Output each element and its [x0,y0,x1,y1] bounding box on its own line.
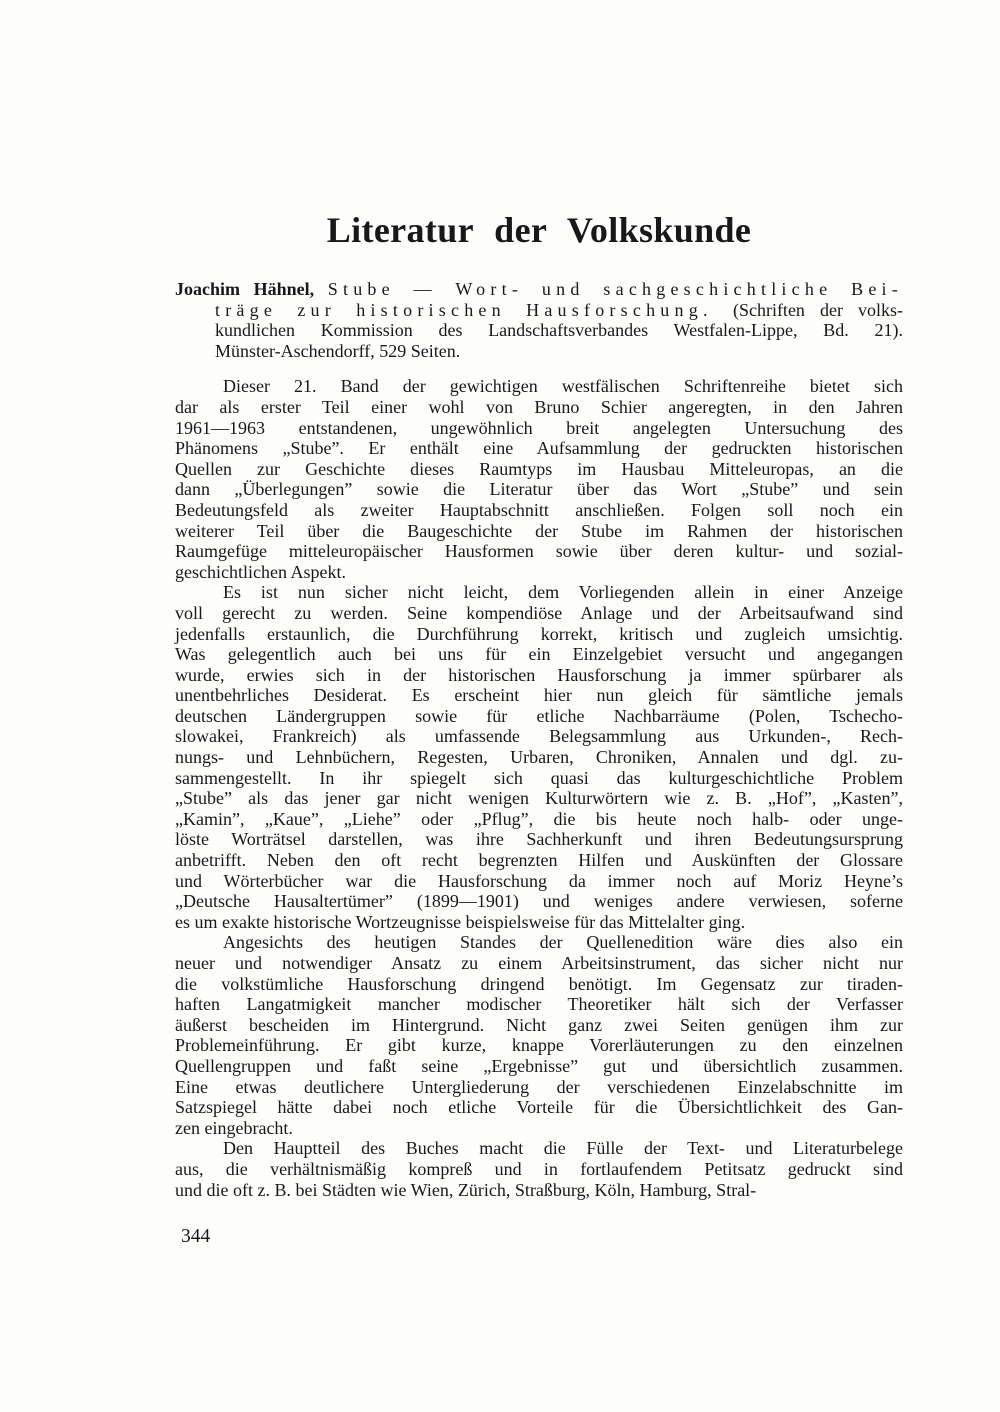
text-line: Dieser 21. Band der gewichtigen westfälischen Schriftenreihe bietet sich [223,376,903,397]
reference-line [175,341,903,362]
text-line: „Kamin”, „Kaue”, „Liehe” oder „Pflug”, die bis heute noch halb- oder unge- [175,808,903,829]
text-line: die volkstümliche Hausforschung dringend benötigt. Im Gegensatz zur tiraden- [175,973,903,994]
text-line: Quellen zur Geschichte dieses Raumtyps im Hausbau Mitteleuropas, an die [175,458,903,479]
text-line: „Stube” als das jener gar nicht wenigen Kulturwörtern wie z. B. „Hof”, „Kasten”, [175,788,903,809]
text-line: slowakei, Frankreich) als umfassende Belegsammlung aus Urkunden-, Rech- [175,726,903,747]
text-line: Problemeinführung. Er gibt kurze, knappe Vorerläuterungen zu den einzelnen [175,1035,903,1056]
text-line: 1961—1963 entstandenen, ungewöhnlich breit angelegten Untersuchung des [175,417,903,438]
text-line: löste Worträtsel darstellen, was ihre Sachherkunft und ihren Bedeutungsursprung [175,829,903,850]
review-body [175,376,903,1200]
page-number: 344 [181,1226,211,1248]
reference-line [175,300,903,321]
text-line: Was gelegentlich auch bei uns für ein Einzelgebiet versucht und angegangen [175,644,903,665]
text-line: voll gerecht zu werden. Seine kompendiöse Anlage und der Arbeitsaufwand sind [175,602,903,623]
text-line: äußerst bescheiden im Hintergrund. Nicht ganz zwei Seiten genügen ihm zur [175,1014,903,1035]
text-line: es um exakte historische Wortzeugnisse beispielsweise für das Mittelalter ging. [175,911,746,932]
text-line: zen eingebracht. [175,1117,293,1138]
text-line: dann „Überlegungen” sowie die Literatur über das Wort „Stube” und sein [175,479,903,500]
reference-segment-bold: Joachim Hähnel, [175,279,328,299]
text-line: aus, die verhältnismäßig kompreß und in fortlaufendem Petitsatz gedruckt sind [175,1158,903,1179]
paragraph [175,582,903,932]
bibliographic-reference [175,279,903,361]
text-line: weiterer Teil über die Baugeschichte der Stube im Rahmen der historischen [175,520,903,541]
text-line: und Wörterbücher war die Hausforschung da immer noch auf Moriz Heyne’s [175,870,903,891]
text-line: Bedeutungsfeld als zweiter Hauptabschnitt anschließen. Folgen soll noch ein [175,499,903,520]
text-line: Eine etwas deutlichere Untergliederung der verschiedenen Einzelabschnitte im [175,1076,903,1097]
text-line: dar als erster Teil einer wohl von Bruno Schier angeregten, in den Jahren [175,396,903,417]
text-line: wurde, erwies sich in der historischen Hausforschung ja immer spürbarer als [175,664,903,685]
paragraph [175,376,903,582]
text-column [175,212,903,1200]
reference-segment-plain: Münster-Aschendorff, 529 Seiten. [215,340,461,361]
text-line: geschichtlichen Aspekt. [175,561,346,582]
reference-segment-spaced: Stube — Wort- und sachgeschichtliche Bei- [327,279,903,299]
paragraph [175,932,903,1138]
text-line: „Deutsche Hausaltertümer” (1899—1901) und weniges andere verwiesen, soferne [175,891,903,912]
text-line: neuer und notwendiger Ansatz zu einem Arbeitsinstrument, das sicher nicht nur [175,953,903,973]
reference-segment-plain: (Schriften der volks- [732,299,903,320]
text-line: und die oft z. B. bei Städten wie Wien, Zürich, Straßburg, Köln, Hamburg, Stral- [175,1179,757,1200]
reference-line [175,279,903,300]
text-line: sammengestellt. In ihr spiegelt sich quasi das kulturgeschichtliche Problem [175,767,903,788]
reference-segment-spaced: träge zur historischen Hausforschung. [215,299,733,320]
text-line: Es ist nun sicher nicht leicht, dem Vorliegenden allein in einer Anzeige [223,582,903,603]
text-line: Quellengruppen und faßt seine „Ergebnisse” gut und übersichtlich zusammen. [175,1055,903,1076]
paragraph [175,1138,903,1200]
text-line: haften Langatmigkeit mancher modischer Theoretiker hält sich der Verfasser [175,994,903,1015]
text-line: Phänomens „Stube”. Er enthält eine Aufsammlung der gedruckten historischen [175,438,903,459]
reference-line [175,320,903,341]
text-line: Raumgefüge mitteleuropäischer Hausformen sowie über deren kultur- und sozial- [175,541,903,562]
text-line: Angesichts des heutigen Standes der Quellenedition wäre dies also ein [223,932,903,953]
text-line: Den Hauptteil des Buches macht die Fülle der Text- und Literaturbelege [223,1138,903,1159]
text-line: jedenfalls erstaunlich, die Durchführung korrekt, kritisch und zugleich umsichtig. [175,623,903,644]
text-line: anbetrifft. Neben den oft recht begrenzten Hilfen und Auskünften der Glossare [175,850,903,871]
reference-segment-plain: kundlichen Kommission des Landschaftsverbandes Westfalen-Lippe, Bd. 21). [215,320,903,341]
text-line: unentbehrliches Desiderat. Es erscheint hier nun gleich für sämtliche jemals [175,685,903,706]
text-line: nungs- und Lehnbüchern, Regesten, Urbaren, Chroniken, Annalen und dgl. zu- [175,747,903,768]
section-title: Literatur der Volkskunde [326,210,752,250]
text-line: deutschen Ländergruppen sowie für etliche Nachbarräume (Polen, Tschecho- [175,705,903,726]
text-line: Satzspiegel hätte dabei noch etliche Vorteile für die Übersichtlichkeit des Gan- [175,1097,903,1118]
